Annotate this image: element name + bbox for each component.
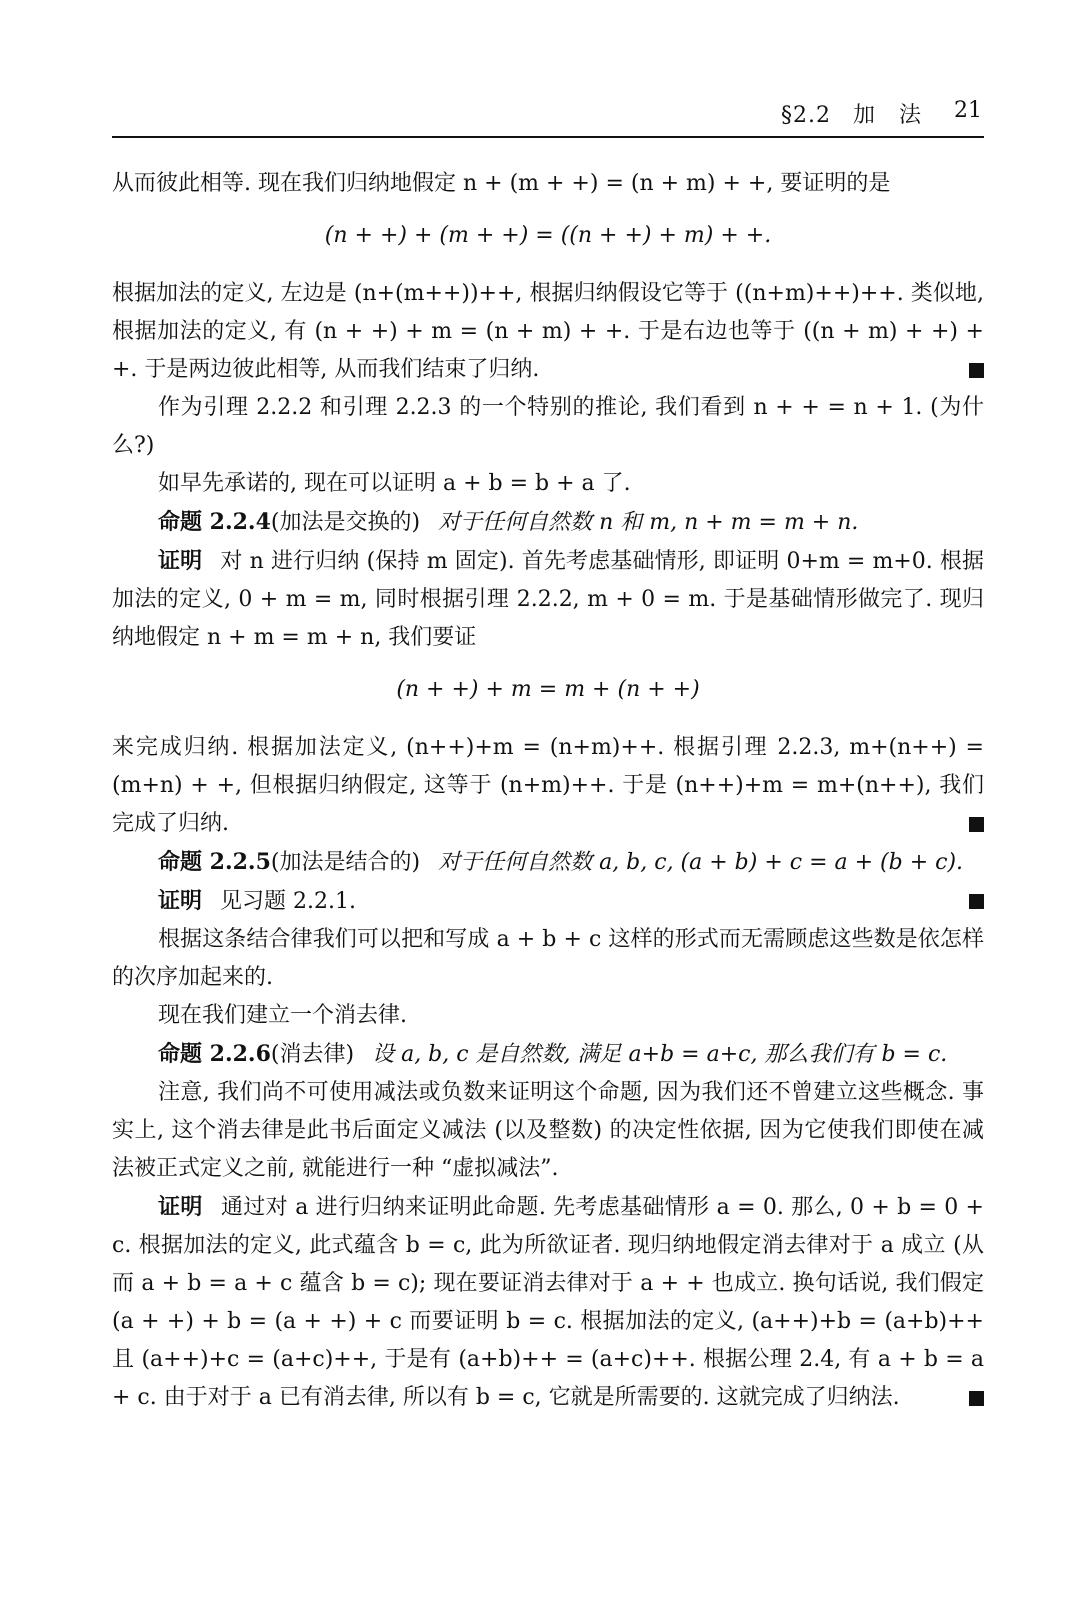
paragraph-5 [112, 729, 984, 843]
proposition-2-2-6 [112, 1035, 984, 1074]
proposition-2-2-4 [112, 503, 984, 542]
paragraph-1: 从而彼此相等. 现在我们归纳地假定 n + (m + +) = (n + m) + +, 要证明的是 [112, 171, 891, 196]
proposition-statement: 设 a, b, c 是自然数, 满足 a+b = a+c, 那么我们有 b = c. [372, 1042, 948, 1067]
running-title [781, 98, 922, 129]
qed-mark [969, 363, 984, 378]
proposition-label: 命题 2.2.4 [158, 509, 271, 535]
proposition-note: (消去律) [270, 1042, 355, 1067]
paragraph-5-text: 来完成归纳. 根据加法定义, (n++)+m = (n+m)++. 根据引理 2.2.3, m+(n++) = (m+n) + +, 但根据归纳假定, 这等于 (n+m)++. 于是 (n++)+m = m+(n++), 我们完成了归纳. [112, 735, 984, 836]
proof-text: 通过对 a 进行归纳来证明此命题. 先考虑基础情形 a = 0. 那么, 0 + b = 0 + c. 根据加法的定义, 此式蕴含 b = c, 此为所欲证者. 现归纳地假定消去律对于 a 成立 (从而 a + b = a + c 蕴含 b = c); 现在要证消去律对于 a + + 也成立. 换句话说, 我们假定 (a + +) + b = (a + +) + c 而要证明 b = c. 根据加法的定义, (a++)+b = (a+b)++ 且 (a++)+c = (a+c)++, 于是有 (a+b)++ = (a+c)++. 根据公理 2.4, 有 a + b = a + c. 由于对于 a 已有消去律, 所以有 b = c, 它就是所需要的. 这就完成了归纳法. [112, 1195, 984, 1410]
qed-mark [969, 817, 984, 832]
page-number: 21 [954, 98, 982, 123]
proposition-statement: 对于任何自然数 a, b, c, (a + b) + c = a + (b + c). [438, 850, 964, 875]
proposition-note: (加法是交换的) [270, 510, 421, 535]
paragraph-2 [112, 275, 984, 389]
paragraph-4: 如早先承诺的, 现在可以证明 a + b = b + a 了. [158, 471, 631, 496]
proposition-2-2-5 [112, 843, 984, 882]
proposition-label: 命题 2.2.6 [158, 1041, 271, 1067]
proof-label: 证明 [158, 1194, 203, 1220]
paragraph-6: 根据这条结合律我们可以把和写成 a + b + c 这样的形式而无需顾虑这些数是依怎样的次序加起来的. [112, 927, 984, 990]
equation-2: (n + +) + m = m + (n + +) [396, 677, 700, 702]
section-title: 加 法 [852, 103, 922, 128]
proposition-note: (加法是结合的) [270, 850, 421, 875]
section-number: §2.2 [780, 103, 831, 128]
qed-mark [969, 894, 984, 909]
proposition-statement: 对于任何自然数 n 和 m, n + m = m + n. [438, 510, 859, 535]
proof-label: 证明 [158, 548, 203, 574]
proposition-label: 命题 2.2.5 [158, 849, 271, 875]
proof-label: 证明 [158, 888, 203, 914]
qed-mark [969, 1391, 984, 1406]
proof-2-2-4 [112, 542, 984, 657]
proof-text: 见习题 2.2.1. [220, 889, 356, 914]
proof-2-2-6 [112, 1188, 984, 1417]
paragraph-8: 注意, 我们尚不可使用减法或负数来证明这个命题, 因为我们还不曾建立这些概念. 事实上, 这个消去律是此书后面定义减法 (以及整数) 的决定性依据, 因为它使我们即使在减法被正式定义之前, 就能进行一种 “虚拟减法”. [112, 1080, 984, 1181]
paragraph-2-text: 根据加法的定义, 左边是 (n+(m++))++, 根据归纳假设它等于 ((n+m)++)++. 类似地, 根据加法的定义, 有 (n + +) + m = (n + m) + +. 于是右边也等于 ((n + m) + +) + +. 于是两边彼此相等, 从而我们结束了归纳. [112, 281, 984, 382]
proof-text: 对 n 进行归纳 (保持 m 固定). 首先考虑基础情形, 即证明 0+m = m+0. 根据加法的定义, 0 + m = m, 同时根据引理 2.2.2, m + 0 = m. 于是基础情形做完了. 现归纳地假定 n + m = m + n, 我们要证 [112, 549, 984, 650]
paragraph-3: 作为引理 2.2.2 和引理 2.2.3 的一个特别的推论, 我们看到 n + + = n + 1. (为什么?) [112, 395, 984, 458]
running-header [112, 96, 984, 138]
equation-1: (n + +) + (m + +) = ((n + +) + m) + +. [324, 223, 772, 248]
paragraph-7: 现在我们建立一个消去律. [158, 1003, 407, 1028]
proof-2-2-5 [112, 882, 984, 921]
page-body [112, 165, 984, 1417]
